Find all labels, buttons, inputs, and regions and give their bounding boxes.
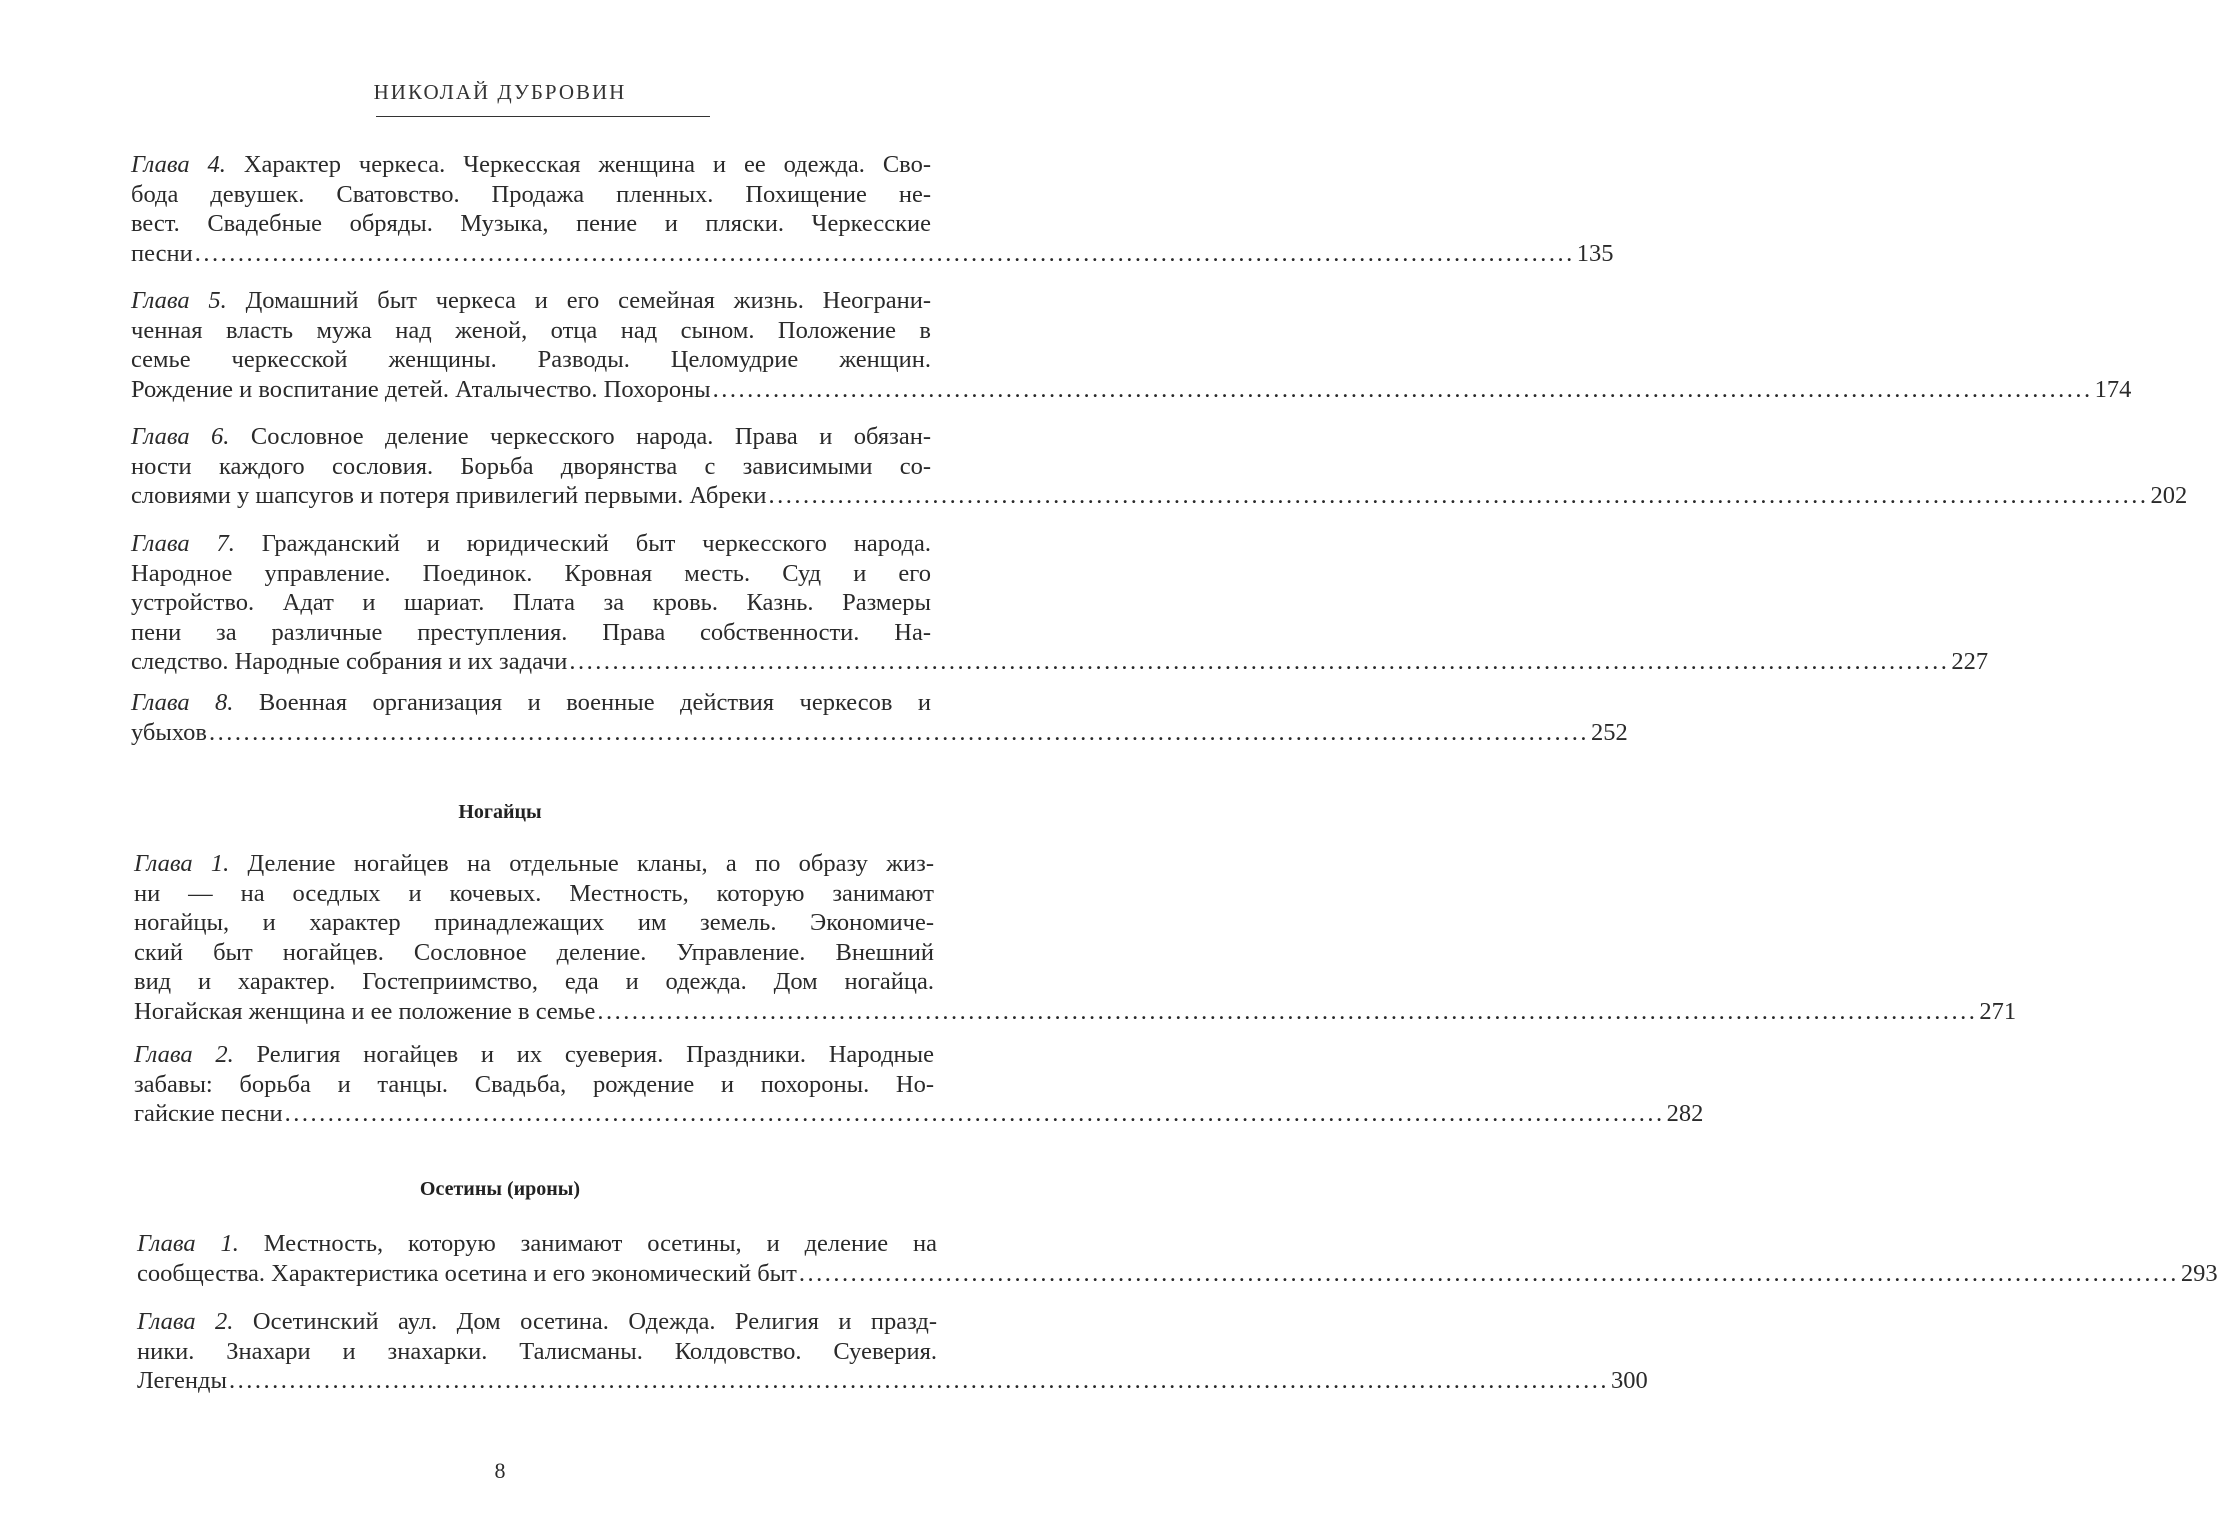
toc-entry-line: [137, 1337, 937, 1367]
page-number: 8: [494, 1458, 506, 1483]
chapter-label: Глава 1.: [134, 850, 230, 877]
toc-entry-text: [137, 1308, 937, 1335]
toc-entry-line: [131, 559, 931, 589]
page-ref: 135: [1576, 239, 1614, 267]
toc-entry-line: [131, 150, 931, 180]
toc-entry-line-text: убыхов: [131, 718, 207, 746]
toc-entry-line: [131, 180, 931, 210]
toc-entry-last-line: [131, 718, 1628, 748]
toc-entry-line-text: ности каждого сословия. Борьба дворянства с зависимыми со-: [131, 452, 931, 480]
toc-entry: [134, 849, 2017, 1026]
toc-entry-line-text: песни: [131, 239, 193, 267]
toc-entry-line: [137, 1307, 937, 1337]
toc-entry-line-text: ни — на оседлых и кочевых. Местность, которую занимают: [134, 879, 934, 907]
toc-entry-text: [131, 346, 931, 373]
toc-entry-text: [137, 1338, 937, 1365]
leader-dots: ................................................................................................................................................................: [284, 1100, 1665, 1127]
leader-dots: ................................................................................................................................................................: [228, 1367, 1609, 1394]
leader-dots: ................................................................................................................................................................: [194, 239, 1575, 267]
toc-entry-line-text: словиями у шапсугов и потеря привилегий первыми. Абреки: [131, 482, 767, 509]
toc-entry: [131, 286, 2132, 404]
toc-entry-text: [131, 239, 193, 269]
toc-entry-last-line: [131, 647, 1989, 677]
toc-entry-line-text: пени за различные преступления. Права собственности. На-: [131, 618, 931, 646]
toc-entry-line: [131, 286, 931, 316]
toc-entry-line: [131, 345, 931, 375]
toc-entry-text: [137, 1230, 937, 1257]
toc-entry-line-text: Сословное деление черкесского народа. Права и обязан-: [250, 423, 932, 450]
toc-entry-last-line: [134, 1099, 1704, 1129]
chapter-label: Глава 6.: [131, 423, 230, 450]
page-ref: 282: [1666, 1100, 1704, 1127]
chapter-label: Глава 2.: [137, 1308, 234, 1335]
running-head: НИКОЛАЙ ДУБРОВИН: [373, 80, 627, 104]
toc-entry-line-text: ский быт ногайцев. Сословное деление. Управление. Внешний: [134, 938, 934, 966]
toc-entry-line: [131, 209, 931, 239]
toc-entry-line-text: ники. Знахари и знахарки. Талисманы. Колдовство. Суеверия.: [137, 1337, 937, 1365]
toc-entry-line-text: устройство. Адат и шариат. Плата за кровь. Казнь. Размеры: [131, 589, 931, 616]
toc-entry-line: [131, 316, 931, 346]
page-ref: 300: [1610, 1367, 1648, 1394]
toc-entry-last-line: [137, 1259, 2218, 1289]
page-ref: 293: [2180, 1259, 2218, 1287]
toc-entry-text: [131, 718, 207, 748]
toc-entry-text: [134, 968, 934, 995]
chapter-label: Глава 2.: [134, 1041, 234, 1068]
leader-dots: ................................................................................................................................................................: [712, 375, 2093, 403]
section-title-nogais: Ногайцы: [458, 801, 542, 823]
toc-entry-line-text: Домашний быт черкеса и его семейная жизнь. Неограни-: [245, 287, 931, 314]
page-ref: 174: [2094, 375, 2132, 403]
toc-entry-text: [134, 880, 934, 907]
toc-entry-text: [131, 647, 567, 677]
chapter-label: Глава 8.: [131, 689, 234, 716]
toc-entry-line-text: Военная организация и военные действия черкесов и: [258, 689, 931, 716]
leader-dots: ................................................................................................................................................................: [597, 997, 1978, 1025]
toc-entry-text: [134, 1099, 283, 1129]
toc-entry-line-text: Гражданский и юридический быт черкесского народа.: [261, 530, 931, 557]
leader-dots: ................................................................................................................................................................: [768, 482, 2149, 509]
toc-entry: [131, 422, 2188, 511]
toc-entry-line: [134, 879, 934, 909]
toc-entry-text: [131, 619, 931, 646]
chapter-label: Глава 4.: [131, 151, 226, 178]
toc-entry-line-text: Легенды: [137, 1367, 227, 1394]
chapter-label: Глава 7.: [131, 530, 235, 557]
toc-entry-line-text: Деление ногайцев на отдельные кланы, а по образу жиз-: [247, 850, 934, 877]
toc-entry: [131, 529, 1989, 677]
toc-entry-text: [134, 939, 934, 966]
toc-entry-line: [134, 849, 934, 879]
toc-entry-last-line: [131, 481, 2188, 511]
toc-entry-text: [131, 375, 711, 405]
toc-entry-text: [134, 1071, 934, 1098]
section-title-ossetians: Осетины (ироны): [419, 1178, 581, 1200]
toc-entry-text: [131, 423, 931, 450]
toc-entry-line-text: Ногайская женщина и ее положение в семье: [134, 997, 596, 1025]
toc-entry-text: [137, 1259, 797, 1289]
toc-entry-text: [131, 210, 931, 237]
toc-entry-line-text: гайские песни: [134, 1100, 283, 1127]
toc-entry-line: [131, 688, 931, 718]
toc-entry-line: [131, 422, 931, 452]
toc-entry-text: [131, 530, 931, 557]
page-ref: 202: [2150, 482, 2188, 509]
toc-entry-line: [131, 452, 931, 482]
toc-entry-text: [131, 181, 931, 208]
page-ref: 271: [1979, 997, 2017, 1025]
toc-entry-line-text: забавы: борьба и танцы. Свадьба, рождение и похороны. Но-: [134, 1070, 934, 1098]
toc-entry: [137, 1229, 2218, 1288]
toc-entry-text: [131, 560, 931, 587]
toc-entry-last-line: [131, 375, 2132, 405]
header-rule: [376, 116, 710, 117]
toc-entry-line-text: следство. Народные собрания и их задачи: [131, 648, 568, 675]
toc-entry: [131, 688, 1628, 747]
toc-entry-line-text: Осетинский аул. Дом осетина. Одежда. Религия и празд-: [252, 1308, 937, 1335]
toc-entry-line-text: ченная власть мужа над женой, отца над сыном. Положение в: [131, 316, 931, 344]
toc-entry-line: [137, 1229, 937, 1259]
toc-entry-line-text: Местность, которую занимают осетины, и деление на: [263, 1230, 938, 1257]
toc-entry-text: [131, 151, 931, 178]
toc-entry-line-text: вид и характер. Гостеприимство, еда и одежда. Дом ногайца.: [134, 968, 934, 995]
toc-entry-last-line: [134, 997, 2017, 1027]
toc-entry-text: [134, 850, 934, 877]
toc-entry-line-text: Народное управление. Поединок. Кровная месть. Суд и его: [131, 559, 931, 587]
toc-entry-line: [131, 529, 931, 559]
toc-entry: [137, 1307, 1648, 1396]
toc-entry: [134, 1040, 1704, 1129]
toc-entry-line: [131, 618, 931, 648]
toc-entry-text: [131, 689, 931, 716]
toc-entry-last-line: [131, 239, 1614, 269]
toc-entry-line: [131, 588, 931, 618]
leader-dots: ................................................................................................................................................................: [209, 718, 1589, 746]
toc-entry-line-text: бода девушек. Сватовство. Продажа пленных. Похищение не-: [131, 180, 931, 208]
toc-entry-line-text: Характер черкеса. Черкесская женщина и ее одежда. Сво-: [243, 151, 931, 178]
toc-entry-line-text: семье черкесской женщины. Разводы. Целомудрие женщин.: [131, 346, 931, 373]
chapter-label: Глава 1.: [137, 1230, 239, 1257]
leader-dots: ................................................................................................................................................................: [569, 648, 1950, 675]
toc-entry-text: [137, 1366, 227, 1396]
toc-entry-line: [134, 908, 934, 938]
page-ref: 227: [1951, 648, 1989, 675]
toc-entry-line-text: вест. Свадебные обряды. Музыка, пение и пляски. Черкесские: [131, 210, 931, 237]
toc-entry-line-text: сообщества. Характеристика осетина и его экономический быт: [137, 1259, 797, 1287]
leader-dots: ................................................................................................................................................................: [798, 1259, 2179, 1287]
toc-entry-text: [131, 589, 931, 616]
toc-entry-text: [131, 453, 931, 480]
toc-entry-line: [134, 1070, 934, 1100]
toc-entry-text: [134, 1041, 934, 1068]
toc-entry: [131, 150, 1614, 268]
toc-entry-text: [131, 317, 931, 344]
toc-entry-line: [134, 938, 934, 968]
toc-entry-text: [134, 909, 934, 936]
chapter-label: Глава 5.: [131, 287, 227, 314]
page-ref: 252: [1591, 718, 1628, 746]
toc-entry-line: [134, 967, 934, 997]
toc-entry-line: [134, 1040, 934, 1070]
toc-entry-line-text: ногайцы, и характер принадлежащих им земель. Экономиче-: [134, 909, 934, 936]
toc-entry-text: [131, 287, 931, 314]
toc-entry-text: [134, 997, 595, 1027]
toc-entry-line-text: Религия ногайцев и их суеверия. Праздники. Народные: [256, 1041, 934, 1068]
toc-entry-text: [131, 481, 766, 511]
toc-entry-line-text: Рождение и воспитание детей. Аталычество. Похороны: [131, 375, 711, 403]
toc-entry-last-line: [137, 1366, 1648, 1396]
